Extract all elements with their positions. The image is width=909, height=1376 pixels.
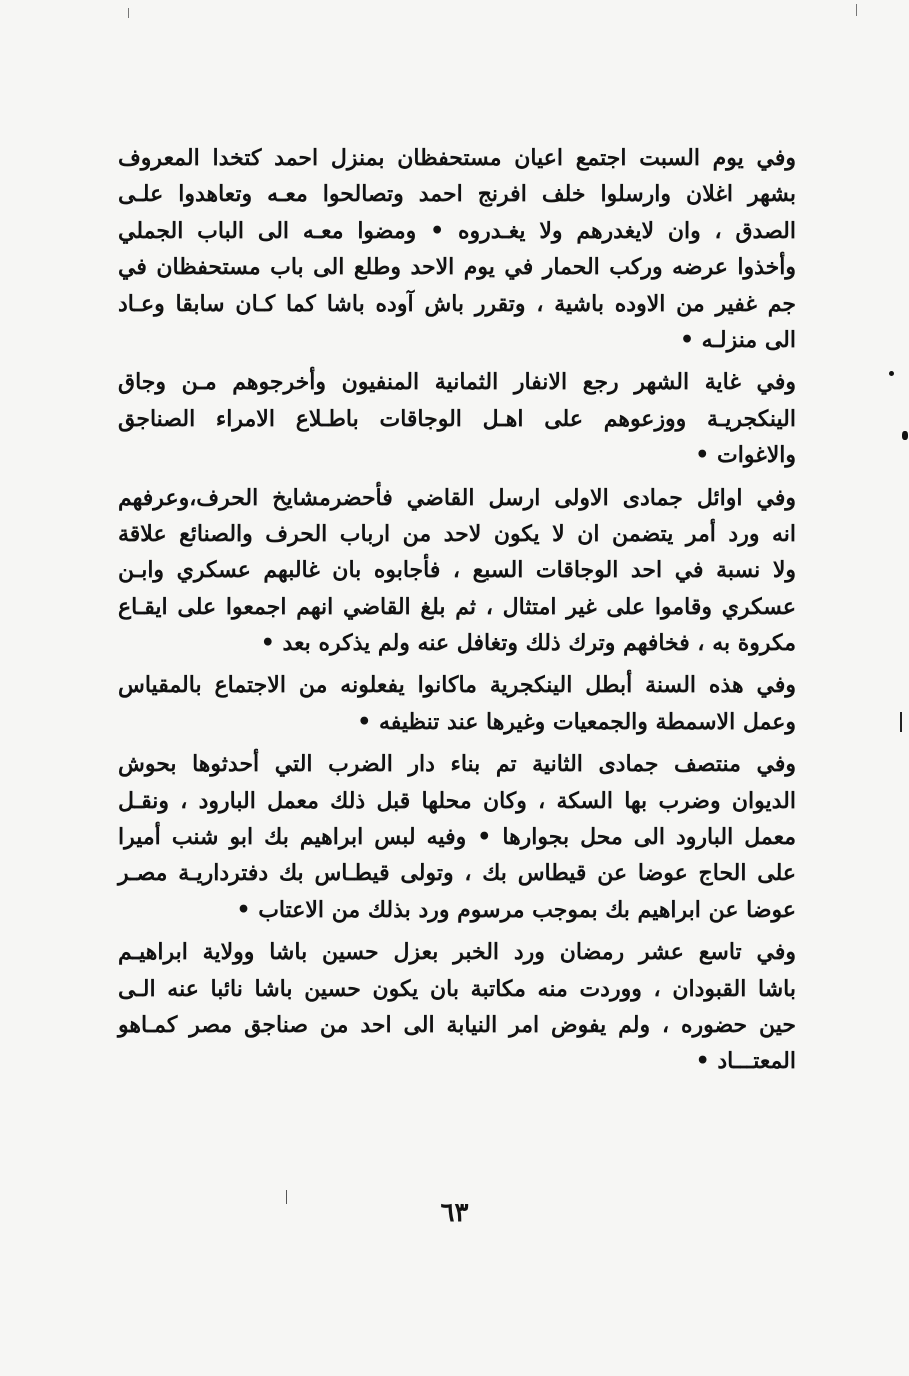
paragraph-2 bbox=[118, 364, 796, 473]
text-line: وفي غاية الشهر رجع الانفار الثمانية المنفيون وأخرجوهم مـن وجاق bbox=[118, 369, 796, 396]
paragraph-4 bbox=[118, 667, 796, 740]
margin-mark bbox=[128, 8, 129, 18]
margin-mark bbox=[900, 712, 902, 732]
text-line: الى منزلـه • bbox=[679, 326, 796, 353]
text-line: وفي هذه السنة أبطل الينكجرية ماكانوا يفعلونه من الاجتماع بالمقياس bbox=[118, 672, 796, 699]
page-number: ٦٣ bbox=[440, 1198, 469, 1228]
text-line: وأخذوا عرضه وركب الحمار في يوم الاحد وطلع الى باب مستحفظان في bbox=[118, 254, 796, 281]
text-line: وفي اوائل جمادى الاولى ارسل القاضي فأحضرمشايخ الحرف،وعرفهم bbox=[118, 484, 796, 511]
paragraph-1 bbox=[118, 140, 796, 358]
text-line: انه ورد أمر يتضمن ان لا يكون لاحد من ارباب الحرف والصنائع علاقة bbox=[118, 520, 796, 547]
text-line: وفي تاسع عشر رمضان ورد الخبر بعزل حسين باشا وولاية ابراهيـم bbox=[118, 939, 796, 966]
text-line: عسكري وقاموا على غير امتثال ، ثم بلغ القاضي انهم اجمعوا على ايقـاع bbox=[118, 593, 796, 620]
text-line: الينكجريـة ووزعوهم على اهـل الوجاقات باطـلاع الامراء الصناجق bbox=[118, 405, 796, 432]
paragraph-5 bbox=[118, 746, 796, 928]
text-line: وعمل الاسمطة والجمعيات وغيرها عند تنظيفه • bbox=[357, 708, 796, 735]
text-line: مكروة به ، فخافهم وترك ذلك وتغافل عنه ولم يذكره بعد • bbox=[260, 630, 796, 657]
paragraph-6 bbox=[118, 934, 796, 1080]
ink-speck bbox=[889, 371, 894, 376]
text-line: عوضا عن ابراهيم بك بموجب مرسوم ورد بذلك من الاعتاب • bbox=[236, 896, 796, 923]
text-line: والاغوات • bbox=[695, 442, 796, 469]
paragraph-3 bbox=[118, 480, 796, 662]
text-line: الديوان وضرب بها السكة ، وكان محلها قبل ذلك معمل البارود ، ونقـل bbox=[118, 787, 796, 814]
text-line: بشهر اغلان وارسلوا خلف افرنج احمد وتصالحوا معـه وتعاهدوا علـى bbox=[118, 181, 796, 208]
text-line: ولا نسبة في احد الوجاقات السبع ، فأجابوه بان غالبهم عسكري وابـن bbox=[118, 557, 796, 584]
text-line: المعتـــاد • bbox=[695, 1048, 796, 1075]
text-line: على الحاج عوضا عن قيطاس بك ، وتولى قيطـاس بك دفترداريـة مصـر bbox=[118, 860, 796, 887]
text-line: باشا القبودان ، ووردت منه مكاتبة بان يكون حسين باشا نائبا عنه الـى bbox=[118, 975, 796, 1002]
text-line: حين حضوره ، ولم يفوض امر النيابة الى احد من صناجق مصر كمـاهو bbox=[118, 1011, 796, 1038]
text-line: جم غفير من الاوده باشية ، وتقرر باش آوده باشا كما كـان سابقا وعـاد bbox=[118, 290, 796, 317]
text-line: الصدق ، وان لايغدرهم ولا يغـدروه • ومضوا معـه الى الباب الجملي bbox=[118, 217, 796, 244]
text-line: معمل البارود الى محل بجوارها • وفيه لبس ابراهيم بك ابو شنب أميرا bbox=[118, 824, 796, 851]
text-line: وفي منتصف جمادى الثانية تم بناء دار الضرب التي أحدثوها بحوش bbox=[118, 751, 796, 778]
margin-mark bbox=[856, 4, 857, 16]
ink-speck bbox=[902, 431, 908, 440]
margin-mark bbox=[286, 1190, 287, 1204]
text-line: وفي يوم السبت اجتمع اعيان مستحفظان بمنزل احمد كتخدا المعروف bbox=[118, 145, 796, 171]
page-body-text bbox=[118, 140, 796, 1086]
